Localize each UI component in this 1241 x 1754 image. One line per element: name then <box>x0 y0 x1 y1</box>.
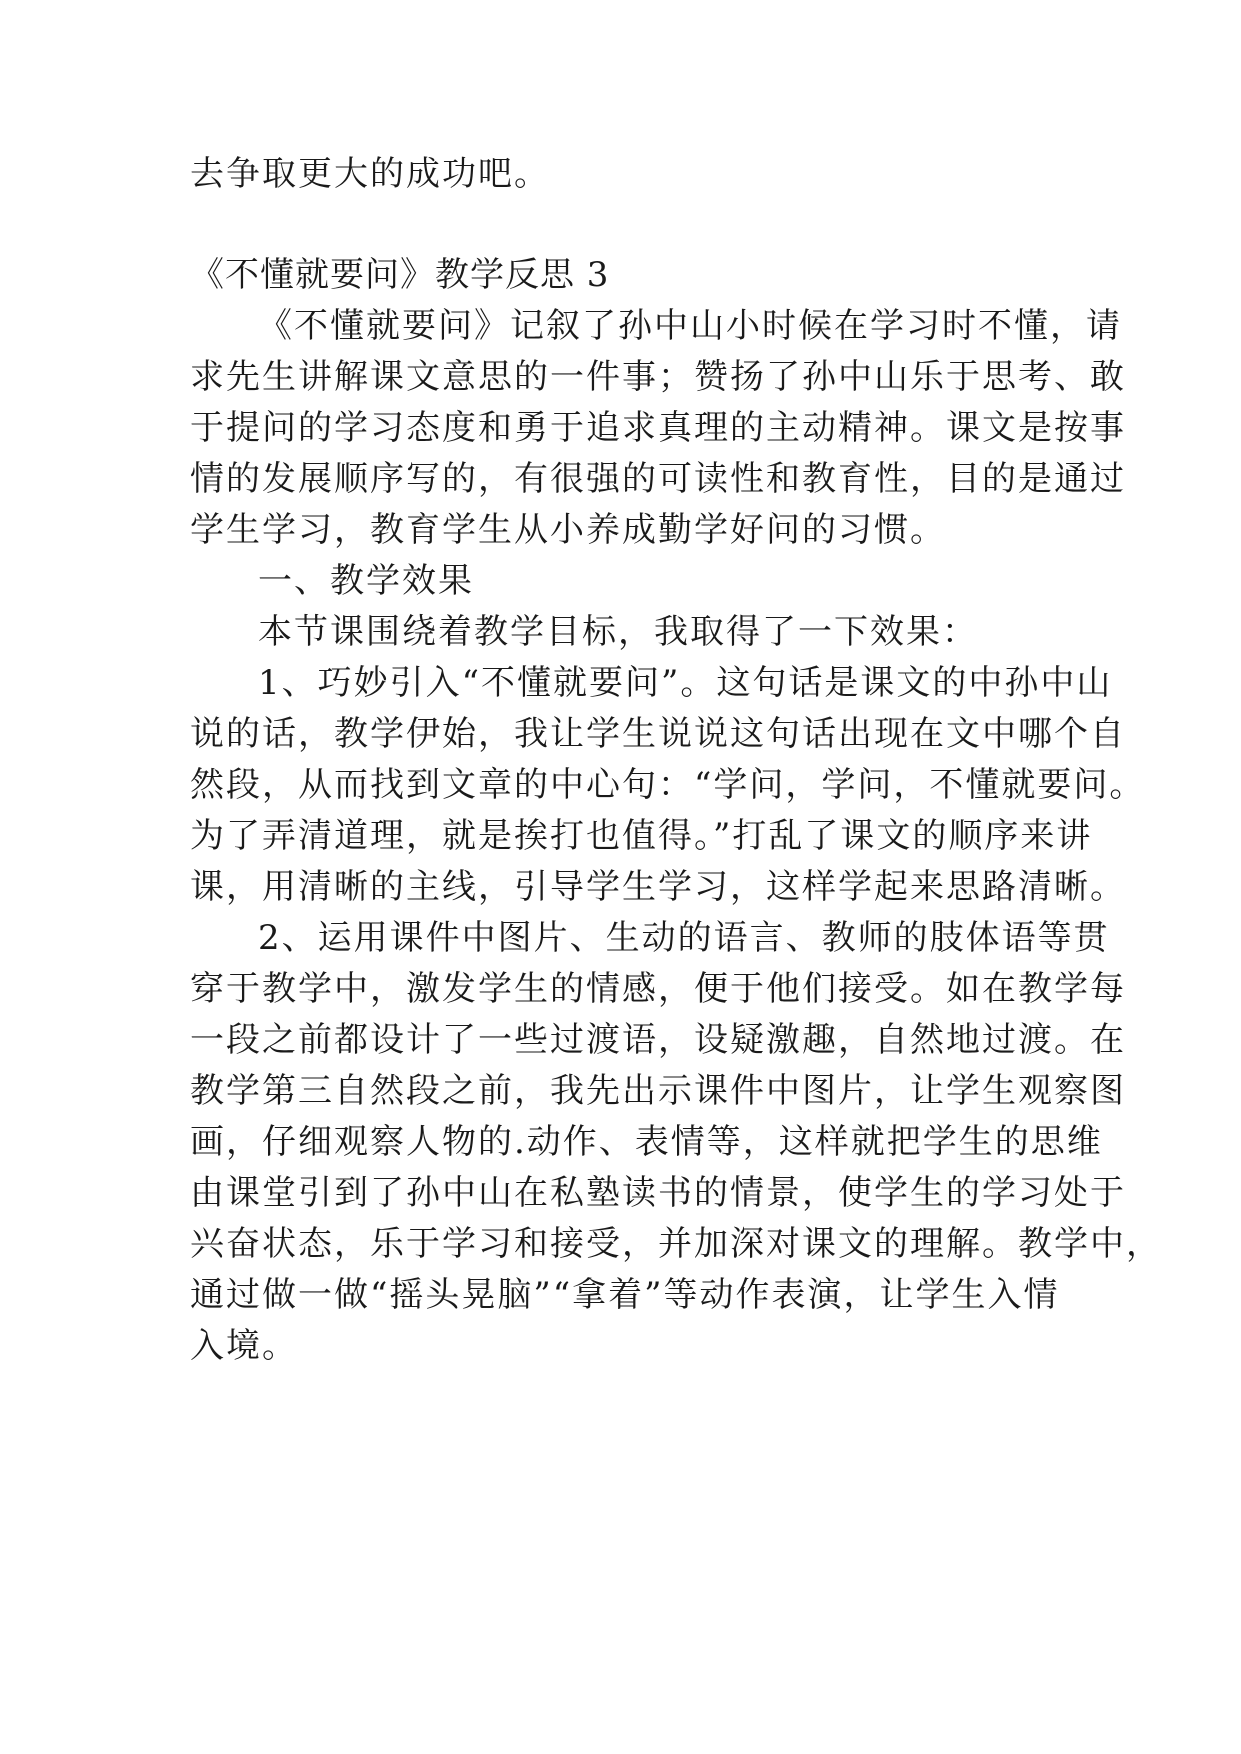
paragraph-line: 求先生讲解课文意思的一件事；赞扬了孙中山乐于思考、敢 <box>190 357 1126 397</box>
paragraph-line: 本节课围绕着教学目标，我取得了一下效果： <box>258 612 978 652</box>
paragraph-line: 于提问的学习态度和勇于追求真理的主动精神。课文是按事 <box>190 408 1126 448</box>
section-heading: 一、教学效果 <box>258 561 474 601</box>
paragraph-line: 课，用清晰的主线，引导学生学习，这样学起来思路清晰。 <box>190 867 1126 907</box>
paragraph-line: 通过做一做“摇头晃脑”“拿着”等动作表演，让学生入情 <box>190 1275 1060 1315</box>
paragraph-line: 去争取更大的成功吧。 <box>190 154 550 194</box>
paragraph-line: 入境。 <box>190 1326 298 1366</box>
paragraph-line: 兴奋状态，乐于学习和接受，并加深对课文的理解。教学中， <box>190 1224 1162 1264</box>
paragraph-line: 教学第三自然段之前，我先出示课件中图片，让学生观察图 <box>190 1071 1126 1111</box>
paragraph-line: 《不懂就要问》记叙了孙中山小时候在学习时不懂，请 <box>258 306 1122 346</box>
paragraph-line: 2、运用课件中图片、生动的语言、教师的肢体语等贯 <box>258 918 1110 958</box>
paragraph-line: 情的发展顺序写的，有很强的可读性和教育性，目的是通过 <box>190 459 1126 499</box>
paragraph-line: 学生学习，教育学生从小养成勤学好问的习惯。 <box>190 510 946 550</box>
paragraph-line: 画，仔细观察人物的.动作、表情等，这样就把学生的思维 <box>190 1122 1103 1162</box>
paragraph-line: 然段，从而找到文章的中心句：“学问，学问，不懂就要问。 <box>190 765 1146 805</box>
paragraph-line: 说的话，教学伊始，我让学生说说这句话出现在文中哪个自 <box>190 714 1126 754</box>
paragraph-line: 由课堂引到了孙中山在私塾读书的情景，使学生的学习处于 <box>190 1173 1126 1213</box>
paragraph-line: 1、巧妙引入“不懂就要问”。这句话是课文的中孙中山 <box>258 663 1113 703</box>
paragraph-line: 一段之前都设计了一些过渡语，设疑激趣，自然地过渡。在 <box>190 1020 1126 1060</box>
section-title: 《不懂就要问》教学反思 3 <box>190 255 610 295</box>
paragraph-line: 穿于教学中，激发学生的情感，便于他们接受。如在教学每 <box>190 969 1126 1009</box>
paragraph-line: 为了弄清道理，就是挨打也值得。”打乱了课文的顺序来讲 <box>190 816 1093 856</box>
